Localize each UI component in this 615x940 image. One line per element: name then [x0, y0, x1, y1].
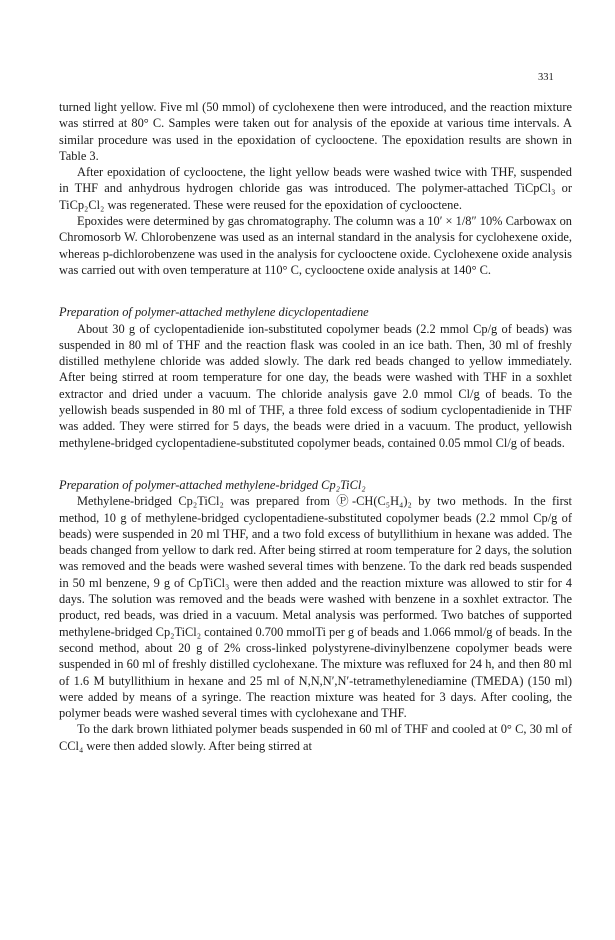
paragraph: About 30 g of cyclopentadienide ion-substituted copolymer beads (2.2 mmol Cp/g of beads) was suspended in 80 ml of THF and the reaction flask was cooled in an ice bath. Then, 30 ml of freshly distilled methylene chloride was added slowly. The dark red beads changed to yellow immediately. After being stirred at room temperature for one day, the beads were washed with THF in a soxhlet extractor and dried under a vacuum. The chloride analysis gave 2.0 mmol Cl/g of beads. To the yellowish beads suspended in 80 ml of THF, a three fold excess of sodium cyclopentadienide in THF was added. They were stirred for 5 days, the beads were dried in a vacuum. The product, yellowish methylene-bridged cyclopentadiene-substituted copolymer beads, contained 0.05 mmol Cl/g of beads. — [59, 321, 572, 450]
paragraph: turned light yellow. Five ml (50 mmol) of cyclohexene then were introduced, and the reaction mixture was stirred at 80° C. Samples were taken out for analysis of the epoxide at various time intervals. A similar procedure was used in the epoxidation of cyclooctene. The epoxidation results are shown in Table 3. — [59, 100, 572, 163]
paragraph: To the dark brown lithiated polymer beads suspended in 60 ml of THF and cooled at 0° C, 30 ml of CCl₄ were then added slowly. After being stirred at — [59, 722, 572, 753]
paragraph: Epoxides were determined by gas chromatography. The column was a 10′ × 1/8″ 10% Carbowax on Chromosorb W. Chlorobenzene was used as an internal standard in the analysis for cyclohexene oxide, whereas p-dichlorobenzene was used in the analysis for cyclooctene oxide. Cyclohexene oxide analysis was carried out with oven temperature at 110° C, cyclooctene oxide analysis at 140° C. — [59, 214, 573, 277]
paragraph: Methylene-bridged Cp₂TiCl₂ was prepared from Ⓟ-CH(C₅H₄)₂ by two methods. In the first method, 10 g of methylene-bridged cyclopentadiene-substituted copolymer beads (2.2 mmol Cp/g of beads) were suspended in 20 ml THF, and a two fold excess of butyllithium in hexane was added. The beads changed from yellow to dark red. After being stirred at room temperature for 2 days, the solution was removed and the beads were washed several times with benzene. To the dark red beads suspended in 50 ml benzene, 9 g of CpTiCl₃ were then added and the reaction mixture was allowed to stir for 4 days. The solution was removed and the beads were washed with benzene in a soxhlet extractor. The product, red beads, was dried in a vacuum. Metal analysis was performed. Two batches of supported methylene-bridged Cp₂TiCl₂ contained 0.700 mmolTi per g of beads and 1.066 mmol/g of beads. In the second method, about 20 g of 2% cross-linked polystyrene-divinylbenzene copolymer beads were suspended in 60 ml of freshly distilled cyclohexane. The mixture was refluxed for 24 h, and then 80 ml of 1.6 M butyllithium in hexane and 25 ml of N,N,N′,N′-tetramethylenediamine (TMEDA) (150 ml) were added by means of a syringe. The reaction mixture was heated for 3 days. After cooling, the polymer beads were washed several times with cyclohexane and THF. — [59, 494, 572, 721]
body-text — [59, 99, 572, 754]
page-number: 331 — [538, 72, 554, 83]
section-heading: Preparation of polymer-attached methylene dicyclopentadiene — [59, 305, 369, 320]
section-heading: Preparation of polymer-attached methylene-bridged Cp₂TiCl₂ — [59, 477, 366, 492]
paragraph: After epoxidation of cyclooctene, the light yellow beads were washed twice with THF, suspended in THF and anhydrous hydrogen chloride gas was introduced. The polymer-attached TiCpCl₃ or TiCp₂Cl₂ was regenerated. These were reused for the epoxidation of cyclooctene. — [59, 165, 572, 212]
